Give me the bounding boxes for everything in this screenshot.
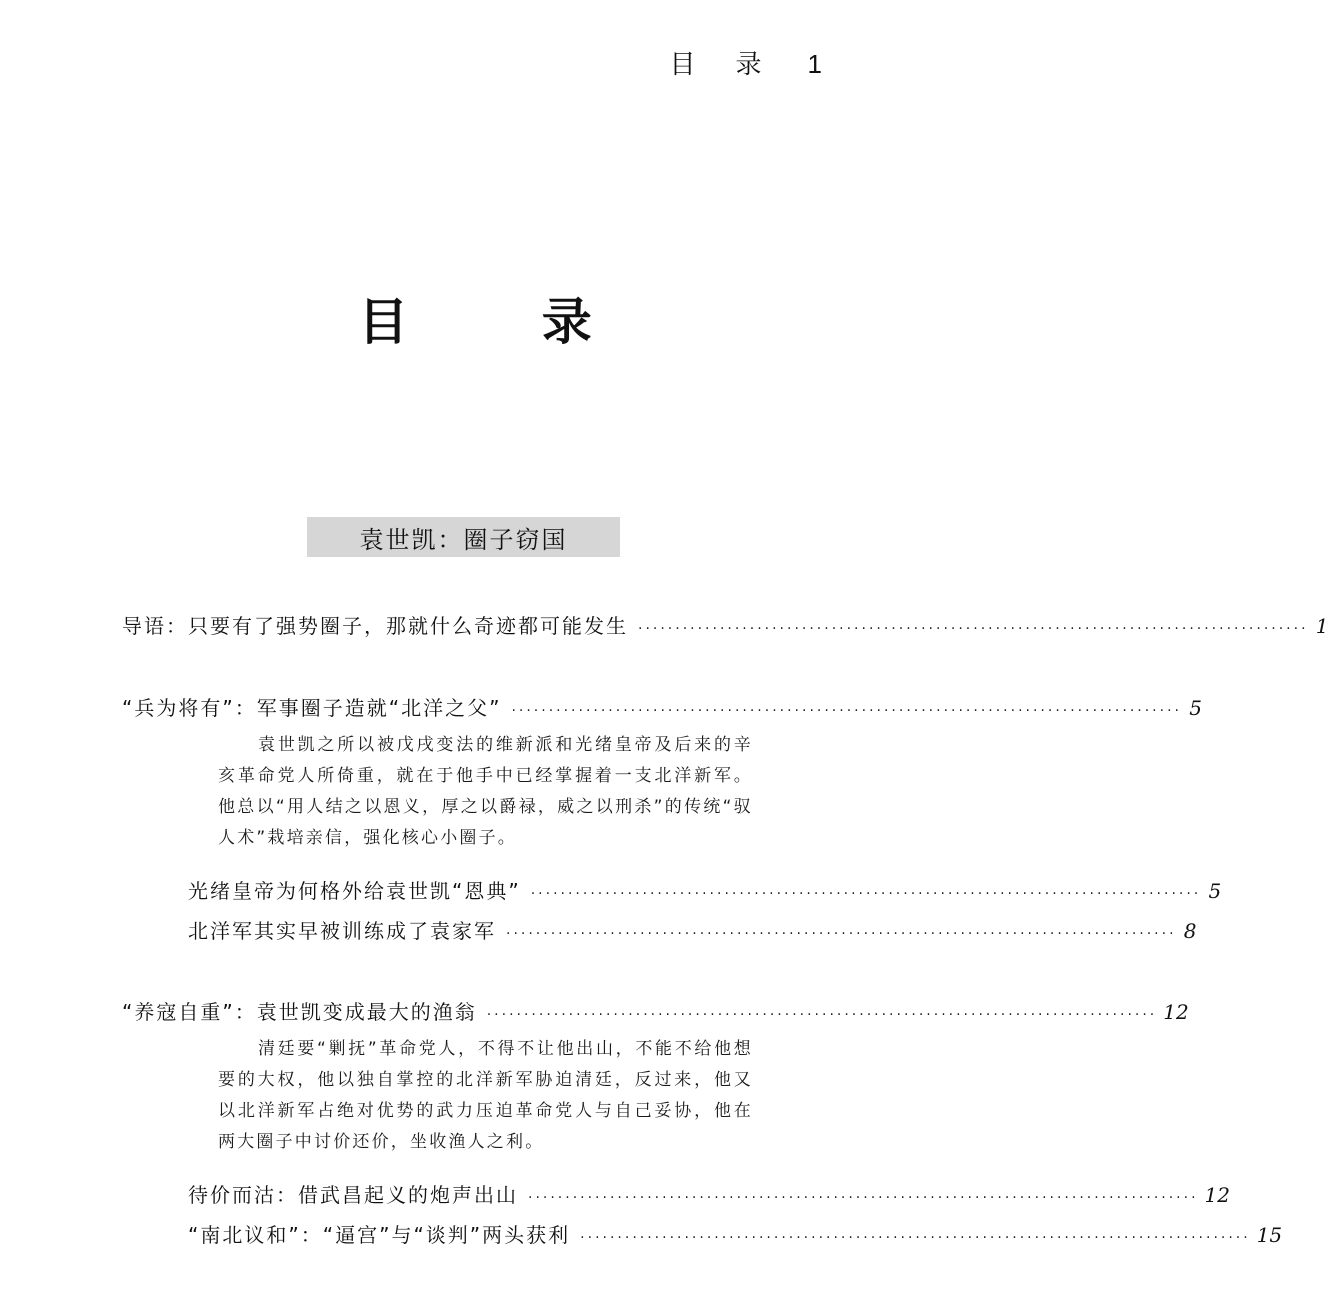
- toc-entry-section-2-2[interactable]: [188, 1219, 1283, 1248]
- toc-entry-chapter-1[interactable]: [122, 692, 1202, 721]
- toc-entry-page: 5: [1208, 879, 1222, 903]
- toc-entry-label: 待价而沽：借武昌起义的炮声出山: [188, 1183, 518, 1207]
- dot-leader: ··························································································: [486, 1007, 1158, 1023]
- dot-leader: ··························································································: [580, 1230, 1251, 1246]
- toc-entry-page: 12: [1204, 1183, 1230, 1207]
- toc-entry-intro[interactable]: [122, 610, 1329, 639]
- toc-entry-label: 导语：只要有了强势圈子，那就什么奇迹都可能发生: [122, 614, 628, 638]
- toc-entry-page: 12: [1163, 1000, 1189, 1024]
- dot-leader: ··························································································: [638, 621, 1309, 637]
- toc-entry-page: 8: [1183, 919, 1197, 943]
- part-heading: 袁世凯：圈子窃国: [307, 517, 620, 557]
- running-header-title: 目录: [669, 50, 802, 80]
- chapter-1-summary: 袁世凯之所以被戊戌变法的维新派和光绪皇帝及后来的辛亥革命党人所倚重，就在于他手中已经掌握着一支北洋新军。他总以“用人结之以恩义，厚之以爵禄，威之以刑杀”的传统“驭人术”栽培亲信，强化核心小圈子。: [218, 735, 753, 848]
- toc-entry-chapter-2[interactable]: [122, 996, 1189, 1025]
- running-header: [670, 44, 822, 81]
- page-title: 目 录: [358, 293, 650, 351]
- toc-entry-page: 1: [1315, 614, 1329, 638]
- dot-leader: ··························································································: [506, 926, 1177, 942]
- chapter-2-summary: 清廷要“剿抚”革命党人，不得不让他出山，不能不给他想要的大权，他以独自掌控的北洋新军胁迫清廷，反过来，他又以北洋新军占绝对优势的武力压迫革命党人与自己妥协，他在两大圈子中讨价还价，坐收渔人之利。: [218, 1039, 753, 1152]
- toc-entry-label: 光绪皇帝为何格外给袁世凯“恩典”: [188, 879, 521, 903]
- dot-leader: ··························································································: [511, 703, 1182, 719]
- toc-entry-section-2-1[interactable]: [188, 1179, 1230, 1208]
- toc-entry-label: “兵为将有”：军事圈子造就“北洋之父”: [122, 696, 502, 720]
- toc-entry-page: 15: [1256, 1223, 1283, 1247]
- running-header-page-number: 1: [807, 49, 822, 79]
- toc-entry-label: 北洋军其实早被训练成了袁家军: [188, 919, 496, 943]
- toc-entry-section-1-2[interactable]: [188, 915, 1197, 944]
- toc-entry-section-1-1[interactable]: [188, 875, 1222, 904]
- dot-leader: ··························································································: [528, 1190, 1199, 1206]
- toc-entry-label: “南北议和”：“逼宫”与“谈判”两头获利: [188, 1223, 571, 1247]
- toc-entry-page: 5: [1189, 696, 1202, 720]
- toc-entry-label: “养寇自重”：袁世凯变成最大的渔翁: [122, 1000, 477, 1024]
- dot-leader: ··························································································: [530, 886, 1202, 902]
